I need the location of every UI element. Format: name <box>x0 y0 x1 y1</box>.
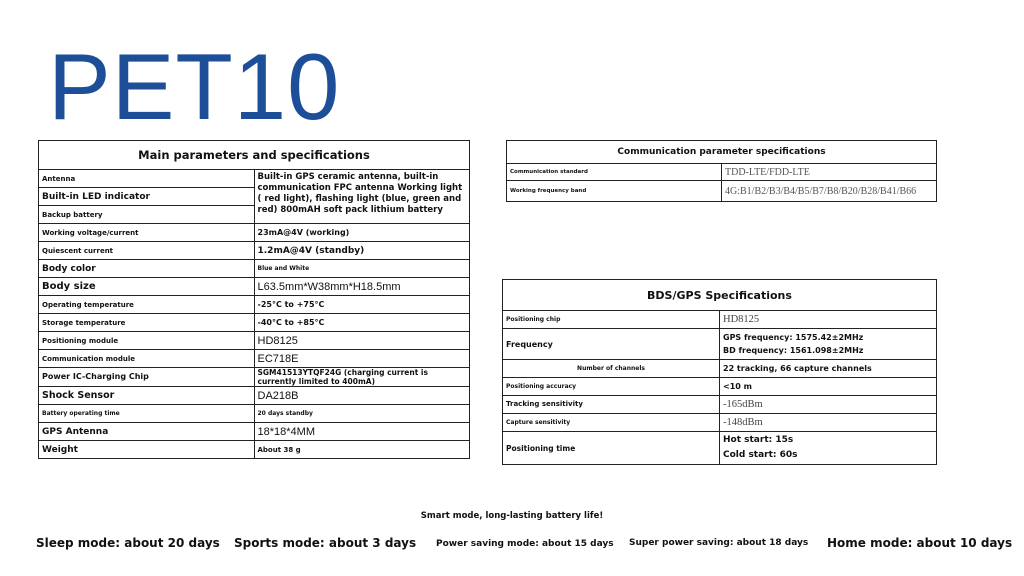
bd-frequency: BD frequency: 1561.098±2MHz <box>723 346 864 355</box>
battery-operating-time-label: Battery operating time <box>39 405 255 423</box>
capture-sensitivity-value: -148dBm <box>720 414 937 432</box>
power-ic-label: Power IC-Charging Chip <box>39 368 255 387</box>
gps-frequency: GPS frequency: 1575.42±2MHz <box>723 333 864 342</box>
backup-battery-label: Backup battery <box>39 206 255 224</box>
shock-sensor-value: DA218B <box>254 387 470 405</box>
capture-sensitivity-label: Capture sensitivity <box>503 414 720 432</box>
antenna-value: Built-in GPS ceramic antenna, built-in communication FPC antenna Working light ( red light), flashing light (blue, green and red) 800mAH soft pack lithium battery <box>254 170 470 224</box>
product-title: PET10 <box>48 34 341 139</box>
power-saving-mode: Power saving mode: about 15 days <box>436 539 614 549</box>
communication-module-value: EC718E <box>254 350 470 368</box>
shock-sensor-label: Shock Sensor <box>39 387 255 405</box>
storage-temperature-value: -40°C to +85°C <box>254 314 470 332</box>
operating-temperature-value: -25°C to +75°C <box>254 296 470 314</box>
tracking-sensitivity-label: Tracking sensitivity <box>503 396 720 414</box>
storage-temperature-label: Storage temperature <box>39 314 255 332</box>
frequency-band-label: Working frequency band <box>507 181 722 202</box>
frequency-band-value: 4G:B1/B2/B3/B4/B5/B7/B8/B20/B28/B41/B66 <box>722 181 937 202</box>
quiescent-current-value: 1.2mA@4V (standby) <box>254 242 470 260</box>
battery-operating-time-value: 20 days standby <box>254 405 470 423</box>
positioning-accuracy-value: <10 m <box>720 378 937 396</box>
bds-gps-specifications-table <box>502 279 937 465</box>
frequency-label: Frequency <box>503 329 720 360</box>
power-ic-value: SGM41513YTQF24G (charging current is currently limited to 400mA) <box>254 368 470 387</box>
tracking-sensitivity-value: -165dBm <box>720 396 937 414</box>
main-parameters-table <box>38 140 470 459</box>
sleep-mode: Sleep mode: about 20 days <box>36 536 220 550</box>
communication-module-label: Communication module <box>39 350 255 368</box>
frequency-values <box>720 329 937 360</box>
sports-mode: Sports mode: about 3 days <box>234 536 417 550</box>
main-table-header: Main parameters and specifications <box>39 141 470 170</box>
communication-standard-label: Communication standard <box>507 164 722 181</box>
positioning-chip-value: HD8125 <box>720 311 937 329</box>
super-power-saving-mode: Super power saving: about 18 days <box>629 538 809 548</box>
body-size-label: Body size <box>39 278 255 296</box>
body-color-label: Body color <box>39 260 255 278</box>
battery-tagline: Smart mode, long-lasting battery life! <box>420 511 604 521</box>
operating-temperature-label: Operating temperature <box>39 296 255 314</box>
positioning-time-label: Positioning time <box>503 432 720 465</box>
channels-label: Number of channels <box>503 360 720 378</box>
working-voltage-value: 23mA@4V (working) <box>254 224 470 242</box>
positioning-module-value: HD8125 <box>254 332 470 350</box>
antenna-label: Antenna <box>39 170 255 188</box>
home-mode: Home mode: about 10 days <box>827 536 1013 550</box>
communication-standard-value: TDD-LTE/FDD-LTE <box>722 164 937 181</box>
cold-start: Cold start: 60s <box>723 450 798 460</box>
gps-antenna-value: 18*18*4MM <box>254 423 470 441</box>
quiescent-current-label: Quiescent current <box>39 242 255 260</box>
positioning-module-label: Positioning module <box>39 332 255 350</box>
positioning-accuracy-label: Positioning accuracy <box>503 378 720 396</box>
body-color-value: Blue and White <box>254 260 470 278</box>
gps-antenna-label: GPS Antenna <box>39 423 255 441</box>
weight-label: Weight <box>39 441 255 459</box>
positioning-time-values <box>720 432 937 465</box>
hot-start: Hot start: 15s <box>723 435 794 445</box>
working-voltage-label: Working voltage/current <box>39 224 255 242</box>
comm-table-header: Communication parameter specifications <box>507 141 937 164</box>
communication-parameters-table <box>506 140 937 202</box>
channels-value: 22 tracking, 66 capture channels <box>720 360 937 378</box>
positioning-chip-label: Positioning chip <box>503 311 720 329</box>
bds-table-header: BDS/GPS Specifications <box>503 280 937 311</box>
weight-value: About 38 g <box>254 441 470 459</box>
body-size-value: L63.5mm*W38mm*H18.5mm <box>254 278 470 296</box>
led-indicator-label: Built-in LED indicator <box>39 188 255 206</box>
